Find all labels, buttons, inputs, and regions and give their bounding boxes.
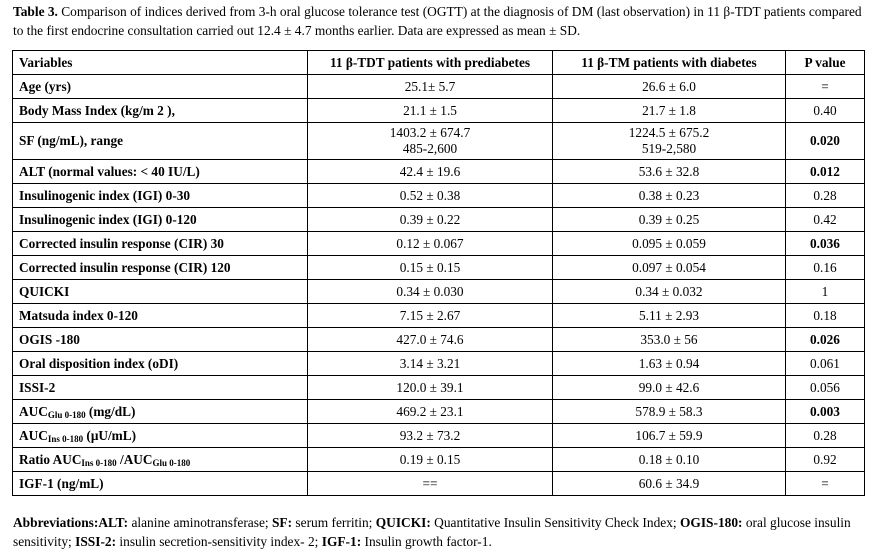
abbreviation-term: QUICKI: bbox=[375, 515, 431, 530]
variable-cell bbox=[13, 232, 308, 256]
header-prediabetes: 11 β-TDT patients with prediabetes bbox=[308, 51, 553, 75]
variable-cell bbox=[13, 280, 308, 304]
variable-label: AUC bbox=[19, 427, 48, 443]
table-row bbox=[13, 328, 865, 352]
p-value-cell: 0.012 bbox=[786, 160, 865, 184]
mean-sd-value: 60.6 ± 34.9 bbox=[638, 475, 700, 491]
p-value-cell: 0.036 bbox=[786, 232, 865, 256]
p-value-cell: 0.18 bbox=[786, 304, 865, 328]
p-value-cell: 1 bbox=[786, 280, 865, 304]
prediabetes-value-cell bbox=[308, 448, 553, 472]
abbreviation-definition: serum ferritin; bbox=[292, 515, 376, 530]
variable-label: Oral disposition index (oDI) bbox=[19, 355, 179, 371]
mean-sd-value: 0.39 ± 0.25 bbox=[638, 211, 700, 227]
prediabetes-value-cell bbox=[308, 160, 553, 184]
variable-label: Age (yrs) bbox=[19, 78, 72, 94]
p-value-cell: 0.42 bbox=[786, 208, 865, 232]
mean-sd-value: 7.15 ± 2.67 bbox=[399, 307, 461, 323]
p-value-cell: 0.28 bbox=[786, 184, 865, 208]
caption-label: Table 3. bbox=[13, 4, 58, 19]
table-row bbox=[13, 208, 865, 232]
diabetes-value-cell bbox=[553, 256, 786, 280]
mean-sd-value: 0.39 ± 0.22 bbox=[399, 211, 461, 227]
prediabetes-value-cell bbox=[308, 75, 553, 99]
variable-cell bbox=[13, 376, 308, 400]
mean-sd-value: 53.6 ± 32.8 bbox=[638, 163, 700, 179]
mean-sd-value: 26.6 ± 6.0 bbox=[642, 78, 696, 94]
variable-cell bbox=[13, 424, 308, 448]
p-value-cell: 0.020 bbox=[786, 123, 865, 160]
p-value-cell: = bbox=[786, 75, 865, 99]
variable-subscript: Ins 0-180 bbox=[81, 457, 117, 468]
mean-sd-value: 21.1 ± 1.5 bbox=[403, 102, 457, 118]
mean-sd-value: 1224.5 ± 675.2 bbox=[628, 125, 710, 140]
mean-sd-value: 469.2 ± 23.1 bbox=[396, 403, 464, 419]
table-row bbox=[13, 472, 865, 496]
variable-cell bbox=[13, 256, 308, 280]
abbreviation-definition: Quantitative Insulin Sensitivity Check Index; bbox=[430, 515, 680, 530]
table-row bbox=[13, 123, 865, 160]
p-value-cell: 0.026 bbox=[786, 328, 865, 352]
mean-sd-value: 1403.2 ± 674.7 bbox=[389, 125, 471, 140]
caption-text: Comparison of indices derived from 3-h oral glucose tolerance test (OGTT) at the diagnosis of DM (last observation) in 11 β-TDT patients compared to the first endocrine consultation carried out 12.4 ± 4.7 months earlier. Data are expressed as mean ± SD. bbox=[13, 4, 862, 38]
table-row bbox=[13, 232, 865, 256]
mean-sd-value: 1.63 ± 0.94 bbox=[638, 355, 700, 371]
variable-cell bbox=[13, 472, 308, 496]
mean-sd-value: == bbox=[422, 475, 438, 491]
mean-sd-value: 21.7 ± 1.8 bbox=[642, 102, 696, 118]
header-row bbox=[13, 51, 865, 75]
diabetes-value-cell bbox=[553, 280, 786, 304]
abbreviation-term: OGIS-180: bbox=[680, 515, 743, 530]
variable-cell bbox=[13, 448, 308, 472]
range-value: 485-2,600 bbox=[402, 141, 458, 156]
variable-cell bbox=[13, 75, 308, 99]
diabetes-value-cell bbox=[553, 400, 786, 424]
prediabetes-value-cell bbox=[308, 123, 553, 160]
table-body bbox=[13, 75, 865, 496]
mean-sd-value: 0.34 ± 0.030 bbox=[396, 283, 464, 299]
variable-cell bbox=[13, 184, 308, 208]
diabetes-value-cell bbox=[553, 75, 786, 99]
p-value-cell: 0.16 bbox=[786, 256, 865, 280]
variable-cell bbox=[13, 123, 308, 160]
variable-label: QUICKI bbox=[19, 283, 70, 299]
mean-sd-value: 3.14 ± 3.21 bbox=[399, 355, 461, 371]
abbreviation-term: ISSI-2: bbox=[75, 534, 117, 549]
variable-label: ALT (normal values: < 40 IU/L) bbox=[19, 163, 200, 179]
variable-subscript: Glu 0-180 bbox=[152, 457, 191, 468]
mean-sd-value: 0.34 ± 0.032 bbox=[635, 283, 703, 299]
diabetes-value-cell bbox=[553, 328, 786, 352]
mean-sd-value: 25.1± 5.7 bbox=[404, 78, 456, 94]
p-value-cell: 0.92 bbox=[786, 448, 865, 472]
diabetes-value-cell bbox=[553, 448, 786, 472]
prediabetes-value-cell bbox=[308, 472, 553, 496]
variable-subscript: Glu 0-180 bbox=[47, 409, 86, 420]
variable-label: Corrected insulin response (CIR) 30 bbox=[19, 235, 224, 251]
variable-label: AUC bbox=[19, 403, 48, 419]
p-value-cell: 0.40 bbox=[786, 99, 865, 123]
table-row bbox=[13, 75, 865, 99]
abbreviation-definition: oral glucose insulin sensitivity; bbox=[13, 515, 851, 549]
header-variables: Variables bbox=[13, 51, 308, 75]
diabetes-value-cell bbox=[553, 424, 786, 448]
mean-sd-value: 0.12 ± 0.067 bbox=[396, 235, 464, 251]
table-row bbox=[13, 160, 865, 184]
diabetes-value-cell bbox=[553, 472, 786, 496]
mean-sd-value: 120.0 ± 39.1 bbox=[396, 379, 464, 395]
variable-cell bbox=[13, 99, 308, 123]
mean-sd-value: 99.0 ± 42.6 bbox=[638, 379, 700, 395]
variable-label: Insulinogenic index (IGI) 0-30 bbox=[19, 187, 191, 203]
prediabetes-value-cell bbox=[308, 208, 553, 232]
table-row bbox=[13, 184, 865, 208]
mean-sd-value: 578.9 ± 58.3 bbox=[635, 403, 703, 419]
prediabetes-value-cell bbox=[308, 232, 553, 256]
mean-sd-value: 42.4 ± 19.6 bbox=[399, 163, 461, 179]
table-row bbox=[13, 352, 865, 376]
diabetes-value-cell bbox=[553, 232, 786, 256]
mean-sd-value: 0.52 ± 0.38 bbox=[399, 187, 461, 203]
variable-cell bbox=[13, 328, 308, 352]
prediabetes-value-cell bbox=[308, 400, 553, 424]
header-p-value: P value bbox=[786, 51, 865, 75]
diabetes-value-cell bbox=[553, 208, 786, 232]
variable-label: IGF-1 (ng/mL) bbox=[19, 475, 104, 491]
diabetes-value-cell bbox=[553, 304, 786, 328]
abbreviation-term: Abbreviations:ALT: bbox=[13, 515, 129, 530]
diabetes-value-cell bbox=[553, 184, 786, 208]
variable-unit: /AUC bbox=[116, 451, 153, 467]
prediabetes-value-cell bbox=[308, 304, 553, 328]
abbreviation-term: IGF-1: bbox=[321, 534, 362, 549]
mean-sd-value: 0.38 ± 0.23 bbox=[638, 187, 700, 203]
mean-sd-value: 0.19 ± 0.15 bbox=[399, 451, 461, 467]
prediabetes-value-cell bbox=[308, 256, 553, 280]
results-table bbox=[12, 50, 865, 496]
mean-sd-value: 5.11 ± 2.93 bbox=[639, 307, 699, 323]
table-row bbox=[13, 424, 865, 448]
abbreviations-footnote bbox=[13, 513, 865, 551]
variable-label: Matsuda index 0-120 bbox=[19, 307, 138, 323]
variable-unit: (mg/dL) bbox=[85, 403, 136, 419]
variable-cell bbox=[13, 160, 308, 184]
variable-label: Corrected insulin response (CIR) 120 bbox=[19, 259, 231, 275]
prediabetes-value-cell bbox=[308, 328, 553, 352]
variable-cell bbox=[13, 208, 308, 232]
mean-sd-value: 0.095 ± 0.059 bbox=[632, 235, 706, 251]
abbreviation-definition: alanine aminotransferase; bbox=[128, 515, 272, 530]
table-row bbox=[13, 256, 865, 280]
diabetes-value-cell bbox=[553, 123, 786, 160]
prediabetes-value-cell bbox=[308, 376, 553, 400]
abbreviation-term: SF: bbox=[271, 515, 293, 530]
mean-sd-value: 93.2 ± 73.2 bbox=[399, 427, 461, 443]
table-row bbox=[13, 304, 865, 328]
mean-sd-value: 106.7 ± 59.9 bbox=[635, 427, 703, 443]
abbreviation-definition: Insulin growth factor-1. bbox=[361, 534, 492, 549]
mean-sd-value: 0.097 ± 0.054 bbox=[632, 259, 706, 275]
diabetes-value-cell bbox=[553, 160, 786, 184]
header-diabetes: 11 β-TM patients with diabetes bbox=[553, 51, 786, 75]
variable-label: Insulinogenic index (IGI) 0-120 bbox=[19, 211, 197, 227]
mean-sd-value: 353.0 ± 56 bbox=[640, 331, 698, 347]
variable-unit: (μU/mL) bbox=[83, 427, 137, 443]
range-value: 519-2,580 bbox=[641, 141, 697, 156]
variable-cell bbox=[13, 304, 308, 328]
table-row bbox=[13, 448, 865, 472]
table-row bbox=[13, 99, 865, 123]
diabetes-value-cell bbox=[553, 352, 786, 376]
p-value-cell: 0.056 bbox=[786, 376, 865, 400]
diabetes-value-cell bbox=[553, 99, 786, 123]
mean-sd-value: 427.0 ± 74.6 bbox=[396, 331, 464, 347]
prediabetes-value-cell bbox=[308, 352, 553, 376]
diabetes-value-cell bbox=[553, 376, 786, 400]
mean-sd-value: 0.18 ± 0.10 bbox=[638, 451, 700, 467]
table-row bbox=[13, 400, 865, 424]
prediabetes-value-cell bbox=[308, 424, 553, 448]
table-row bbox=[13, 280, 865, 304]
variable-label: OGIS -180 bbox=[19, 331, 80, 347]
variable-label: ISSI-2 bbox=[19, 379, 56, 395]
p-value-cell: = bbox=[786, 472, 865, 496]
variable-cell bbox=[13, 352, 308, 376]
variable-subscript: Ins 0-180 bbox=[47, 433, 84, 444]
prediabetes-value-cell bbox=[308, 99, 553, 123]
variable-label: Ratio AUC bbox=[19, 451, 82, 467]
table-row bbox=[13, 376, 865, 400]
p-value-cell: 0.061 bbox=[786, 352, 865, 376]
p-value-cell: 0.003 bbox=[786, 400, 865, 424]
variable-label: Body Mass Index (kg/m 2 ), bbox=[19, 102, 175, 118]
mean-sd-value: 0.15 ± 0.15 bbox=[399, 259, 461, 275]
prediabetes-value-cell bbox=[308, 184, 553, 208]
variable-cell bbox=[13, 400, 308, 424]
table-caption bbox=[13, 2, 863, 40]
variable-label: SF (ng/mL), range bbox=[19, 133, 124, 148]
prediabetes-value-cell bbox=[308, 280, 553, 304]
p-value-cell: 0.28 bbox=[786, 424, 865, 448]
abbreviation-definition: insulin secretion-sensitivity index- 2; bbox=[116, 534, 322, 549]
